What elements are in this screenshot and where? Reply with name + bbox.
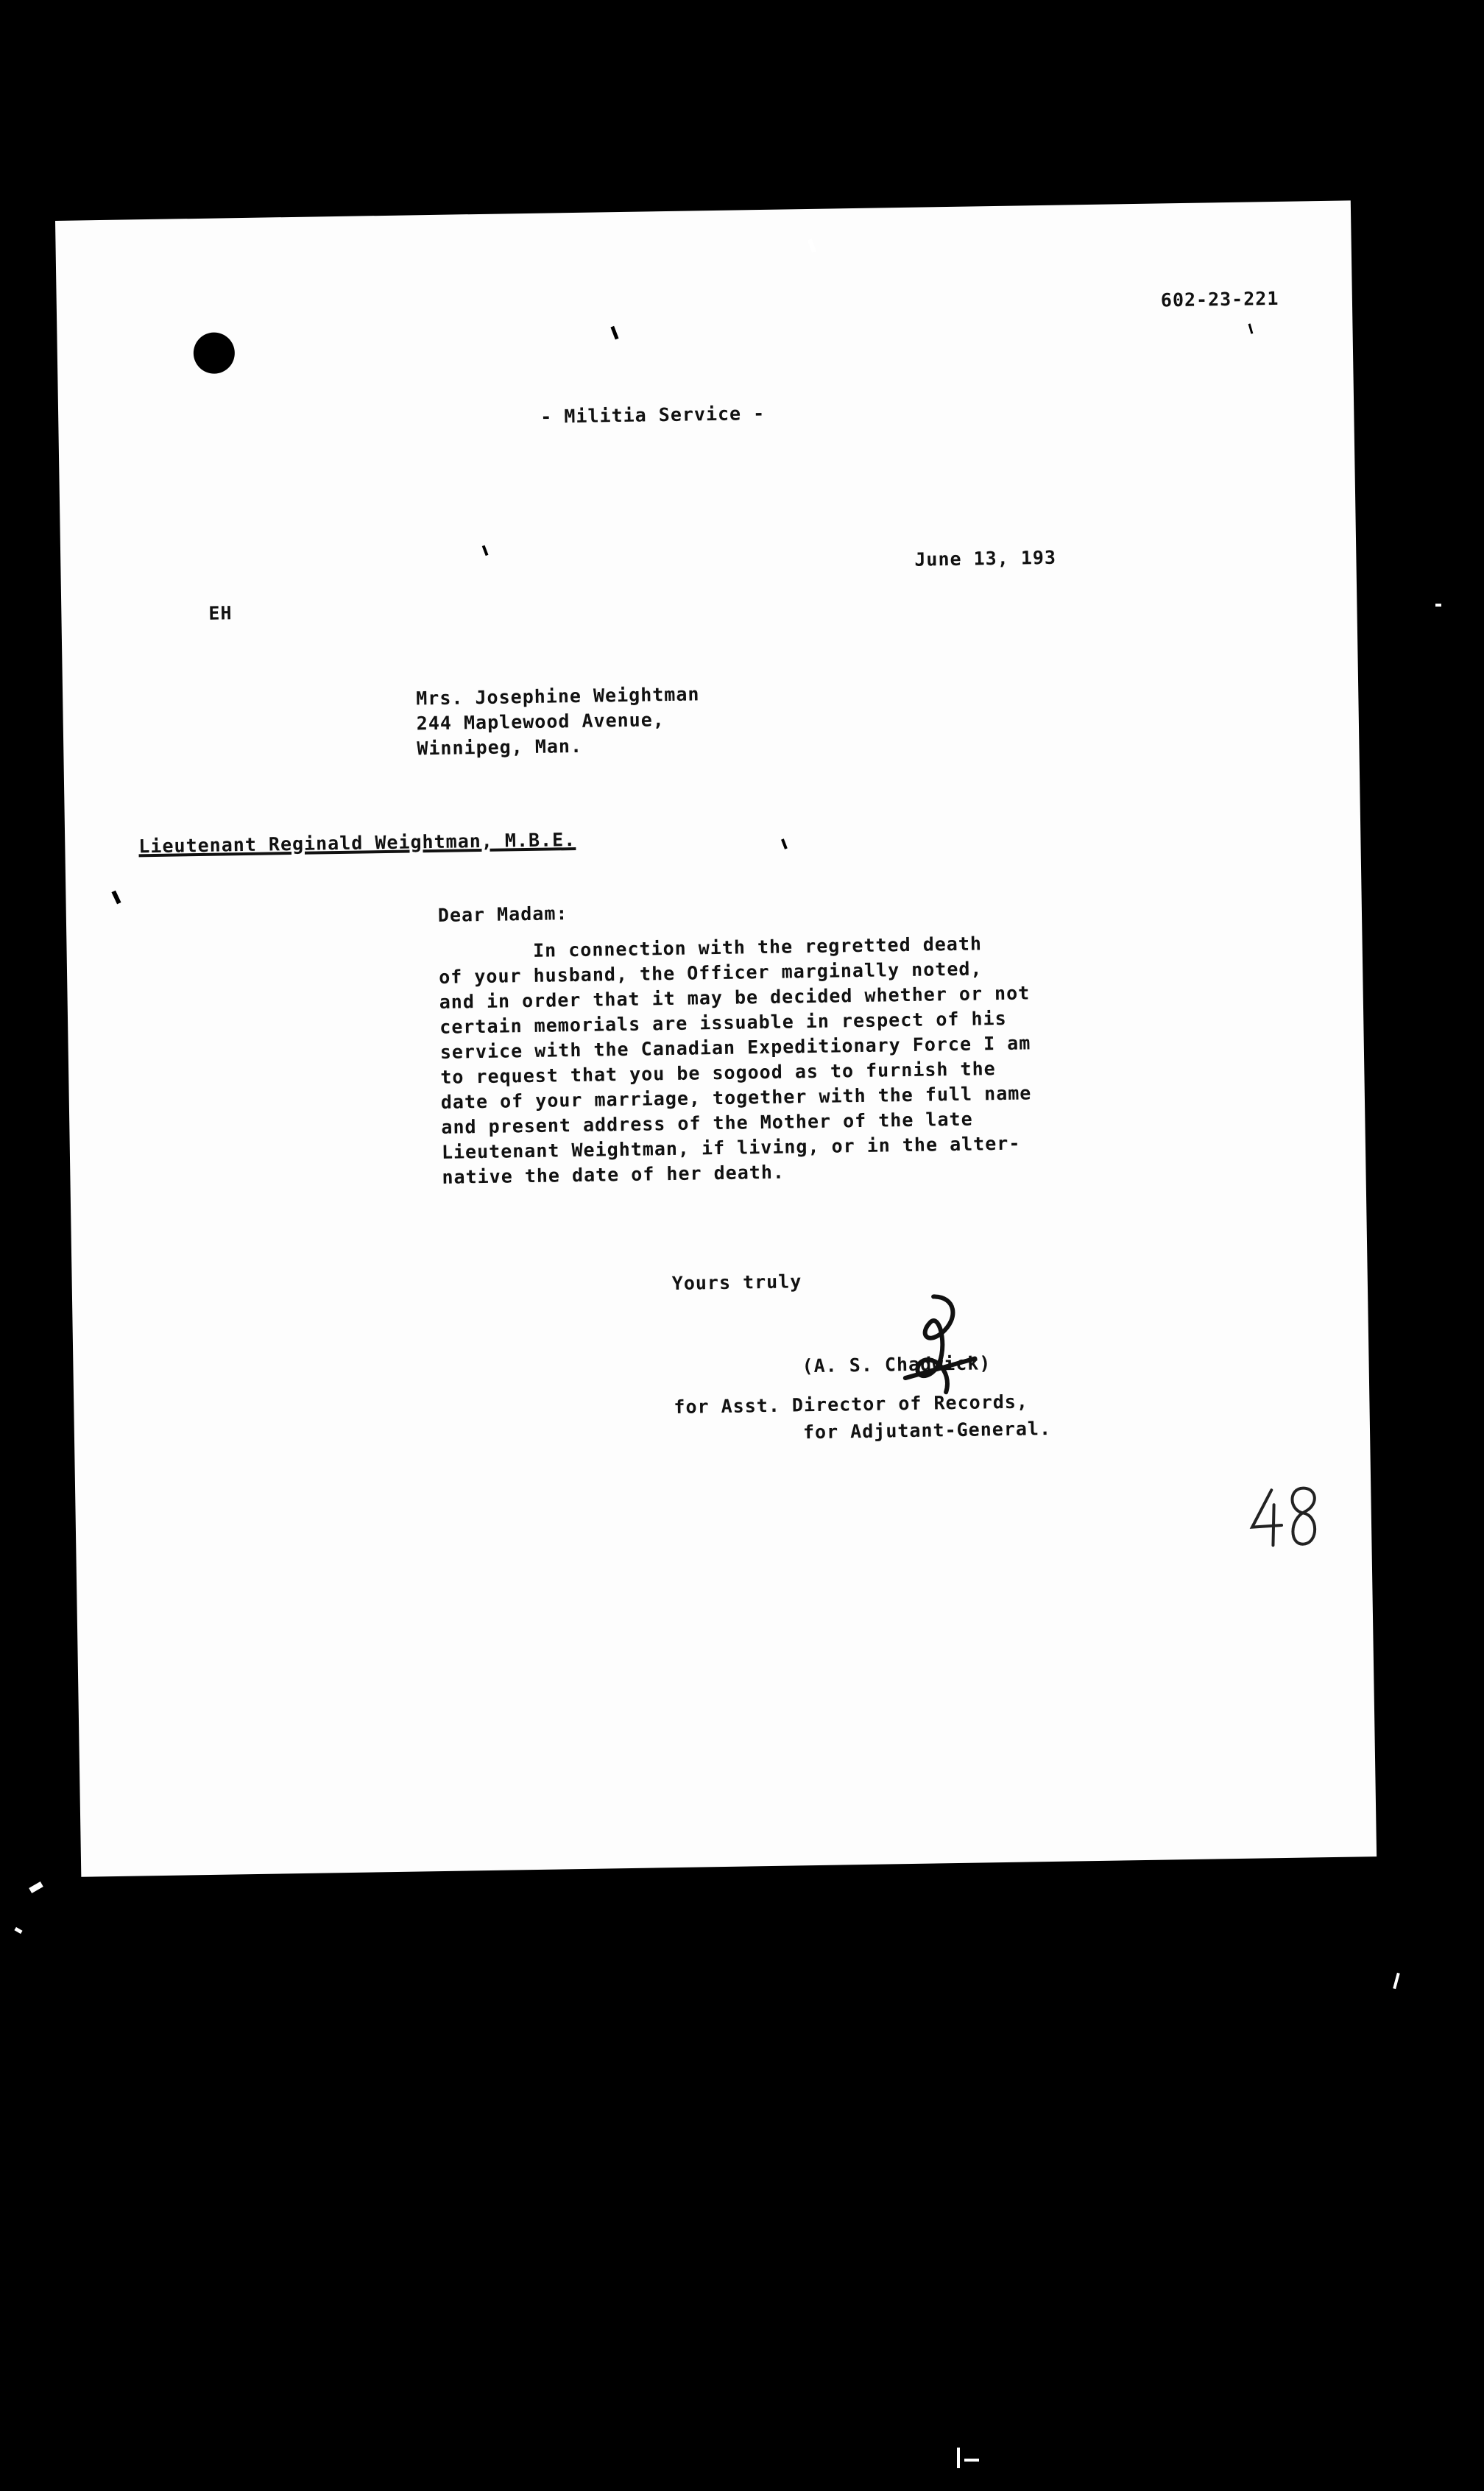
scan-speck bbox=[482, 545, 489, 556]
body-line: In connection with the regretted death bbox=[438, 933, 983, 963]
body-line: and in order that it may be decided whether or not bbox=[439, 982, 1031, 1013]
scan-speck bbox=[781, 838, 788, 849]
scan-speck bbox=[957, 2448, 960, 2468]
body-line: certain memorials are issuable in respect of his bbox=[439, 1007, 1007, 1038]
body-line: to request that you be sogood as to furnish the bbox=[440, 1058, 996, 1088]
letter-heading: - Militia Service - bbox=[540, 402, 766, 428]
address-line: 244 Maplewood Avenue, bbox=[416, 709, 665, 735]
body-line: native the date of her death. bbox=[442, 1161, 785, 1188]
letter-sheet bbox=[55, 200, 1377, 1876]
body-line: date of your marriage, together with the full name bbox=[440, 1082, 1032, 1113]
signatory-title: for Adjutant-General. bbox=[802, 1417, 1052, 1444]
punch-hole bbox=[193, 332, 235, 374]
scan-speck bbox=[1248, 323, 1254, 333]
letter-date: June 13, 193 bbox=[914, 546, 1057, 570]
body-line: of your husband, the Officer marginally noted, bbox=[438, 958, 983, 988]
handwritten-number bbox=[1246, 1482, 1327, 1550]
closing: Yours truly bbox=[671, 1271, 802, 1295]
letter-body bbox=[438, 930, 1033, 1190]
scan-speck bbox=[610, 326, 618, 340]
scan-speck bbox=[29, 1882, 43, 1893]
salutation: Dear Madam: bbox=[437, 902, 568, 926]
signature-name: (A. S. Chadwick) bbox=[802, 1352, 992, 1377]
address-line: Winnipeg, Man. bbox=[417, 735, 583, 760]
scan-speck bbox=[964, 2459, 979, 2462]
scan-speck bbox=[1393, 1973, 1400, 1989]
scan-speck bbox=[1435, 604, 1441, 607]
reference-number: 602-23-221 bbox=[1160, 287, 1279, 311]
address-line: Mrs. Josephine Weightman bbox=[416, 683, 700, 710]
body-line: Lieutenant Weightman, if living, or in the alter- bbox=[441, 1132, 1021, 1163]
recipient-address bbox=[416, 682, 701, 761]
body-line: and present address of the Mother of the late bbox=[441, 1108, 973, 1138]
typist-initials: EH bbox=[208, 602, 233, 624]
subject-line: Lieutenant Reginald Weightman, M.B.E. bbox=[138, 828, 576, 858]
body-line: service with the Canadian Expeditionary Force I am bbox=[439, 1032, 1031, 1063]
scan-speck bbox=[14, 1927, 22, 1934]
signatory-title: for Asst. Director of Records, bbox=[674, 1391, 1029, 1418]
